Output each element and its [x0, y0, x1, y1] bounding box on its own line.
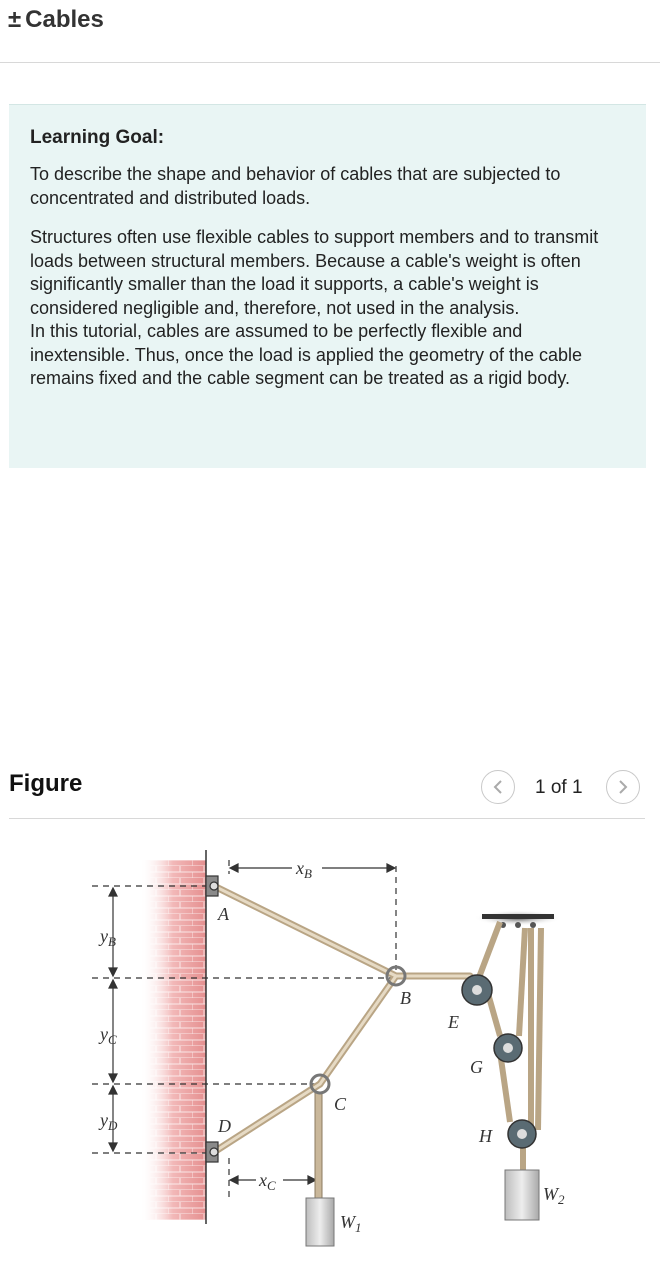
wall-anchors — [206, 876, 218, 1162]
cable-diagram — [0, 830, 660, 1264]
label-e: E — [448, 1012, 459, 1032]
weight-w1 — [306, 1092, 334, 1246]
label-c: C — [334, 1094, 347, 1114]
next-figure-button[interactable] — [606, 770, 640, 804]
learning-goal-paragraph-2: In this tutorial, cables are assumed to be perfectly flexible and inextensible. Thus, once the load is applied the geometry of the cable remains fixed and the cable segment can be treated as a rigid body. — [30, 321, 583, 388]
label-b: B — [400, 988, 411, 1008]
label-a: A — [218, 904, 229, 924]
chevron-left-icon — [492, 779, 504, 795]
label-yb: $y_B$ — [100, 926, 116, 949]
label-xc: $x_C$ — [259, 1170, 276, 1193]
section-title: Cables — [25, 6, 104, 33]
weight-w2 — [505, 1170, 539, 1220]
divider — [9, 818, 645, 819]
learning-goal-description: To describe the shape and behavior of cables that are subjected to concentrated and distributed loads. — [30, 164, 561, 208]
section-header[interactable] — [8, 4, 104, 36]
learning-goal-heading: Learning Goal: — [30, 127, 165, 148]
divider — [0, 62, 660, 63]
label-w2: $W_2$ — [543, 1184, 565, 1207]
label-g: G — [470, 1057, 483, 1077]
label-yc: $y_C$ — [100, 1024, 117, 1047]
previous-figure-button[interactable] — [481, 770, 515, 804]
vertical-dimensions — [109, 888, 117, 1151]
expand-collapse-icon[interactable]: ± — [8, 6, 22, 33]
cable-figure — [0, 830, 660, 1264]
figure-title: Figure — [9, 770, 83, 797]
label-h: H — [479, 1126, 492, 1146]
label-yd: $y_D$ — [100, 1110, 118, 1133]
label-w1: $W_1$ — [340, 1212, 362, 1235]
learning-goal-panel — [9, 104, 646, 468]
learning-goal-paragraph-1: Structures often use flexible cables to support members and to transmit loads between structural members. Because a cable's weight is often significantly smaller than the load it supports, a cable's weight is considered negligible and, therefore, not used in the analysis. — [30, 227, 599, 318]
figure-pager: 1 of 1 — [535, 777, 583, 798]
figure-header — [9, 768, 645, 804]
reference-lines — [92, 860, 396, 1202]
horizontal-dimensions — [230, 864, 395, 1184]
chevron-right-icon — [617, 779, 629, 795]
brick-wall — [140, 850, 206, 1224]
label-xb: $x_B$ — [296, 858, 312, 881]
ceiling-support — [474, 910, 562, 928]
label-d: D — [218, 1116, 231, 1136]
